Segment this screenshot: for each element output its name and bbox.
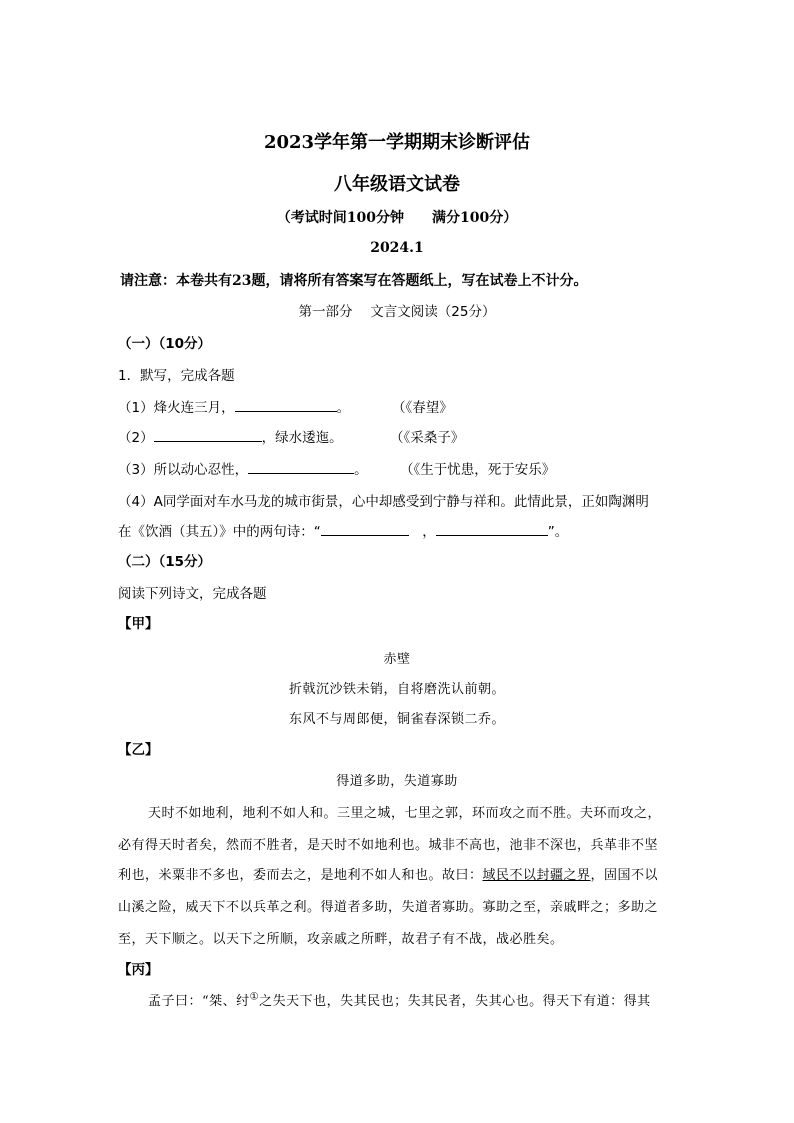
essay-line: 山溪之险，威天下不以兵革之利。得道者多助，失道者寡助。寡助之至，亲戚畔之；多助之	[118, 900, 659, 915]
q1-3-post: 。	[354, 462, 368, 478]
q1-4-pre: 在《饮酒（其五）》中的两句诗：“	[118, 524, 321, 540]
q1-3-pre: （3）所以动心忍性，	[118, 462, 249, 478]
essay-line: 至，天下顺之。以天下之所顺，攻亲戚之所畔，故君子有不战，战必胜矣。	[118, 932, 564, 947]
part1-heading: 第一部分 文言文阅读（25分）	[298, 304, 496, 320]
exam-date: 2024.1	[370, 240, 424, 256]
essay-line: 必有得天时者矣，然而不胜者，是天时不如地利也。城非不高也，池非不深也，兵革非不坚	[118, 838, 659, 853]
q1-1-source: （《春望》	[392, 400, 453, 416]
q1-1-post: 。	[336, 400, 351, 416]
q1-2-source: （《采桑子》	[390, 430, 465, 446]
passage-bing-label: 【丙】	[118, 962, 159, 978]
q1-4-line1: （4）A同学面对车水马龙的城市街景，心中却感受到宁静与祥和。此情此景，正如陶渊明	[118, 494, 649, 510]
answer-blank-5	[436, 523, 548, 536]
bing-text: 之失天下也，失其民也；失其民者，失其心也。得天下有道：得其	[259, 994, 651, 1009]
exam-time-info: （考试时间100分钟 满分100分）	[276, 210, 518, 226]
q1-2-post: ，绿水逶迤。	[261, 430, 343, 446]
read-prompt: 阅读下列诗文，完成各题	[118, 586, 267, 602]
q1-stem: 1．默写，完成各题	[118, 368, 235, 384]
essay-text: 利也，米粟非不多也，委而去之，是地利不如人和也。故曰：	[118, 868, 483, 883]
exam-title: 2023学年第一学期期末诊断评估	[263, 132, 531, 153]
bing-text: 孟子曰：“桀、纣	[148, 994, 250, 1009]
answer-blank-1	[235, 399, 337, 412]
q1-2-pre: （2）	[118, 430, 154, 446]
q1-4-post: ”。	[547, 524, 569, 540]
underlined-sentence: 域民不以封疆之界	[482, 868, 591, 883]
section2-label: （二）（15分）	[118, 554, 212, 570]
poem-line: 折戟沉沙铁未销，自将磨洗认前朝。	[288, 682, 505, 697]
essay-title: 得道多助，失道寡助	[336, 774, 458, 789]
footnote-marker: ①	[249, 991, 260, 1003]
essay-line	[118, 864, 658, 883]
q1-3	[118, 458, 368, 478]
passage-yi-label: 【乙】	[118, 742, 159, 758]
answer-blank-2	[154, 429, 262, 442]
answer-blank-4	[321, 523, 409, 536]
q1-3-source: （《生于忧患，死于安乐》	[400, 462, 556, 478]
poem-line: 东风不与周郎便，铜雀春深锁二乔。	[288, 712, 505, 727]
q1-4-line2	[118, 520, 568, 540]
q1-2	[118, 426, 343, 446]
section1-label: （一）（10分）	[118, 336, 212, 352]
essay-line: 天时不如地利，地利不如人和。三里之城，七里之郭，环而攻之而不胜。夫环而攻之，	[148, 806, 662, 821]
poem-title: 赤壁	[383, 652, 411, 667]
q1-4-mid: ，	[408, 524, 436, 540]
bing-line	[148, 990, 651, 1009]
q1-1	[118, 396, 350, 416]
exam-subtitle: 八年级语文试卷	[334, 174, 460, 195]
q1-1-pre: （1）烽火连三月，	[118, 400, 235, 416]
answer-blank-3	[248, 461, 354, 474]
passage-jia-label: 【甲】	[118, 616, 159, 632]
exam-notice: 请注意：本卷共有23题，请将所有答案写在答题纸上，写在试卷上不计分。	[120, 273, 588, 289]
essay-text: ，固国不以	[590, 868, 659, 883]
